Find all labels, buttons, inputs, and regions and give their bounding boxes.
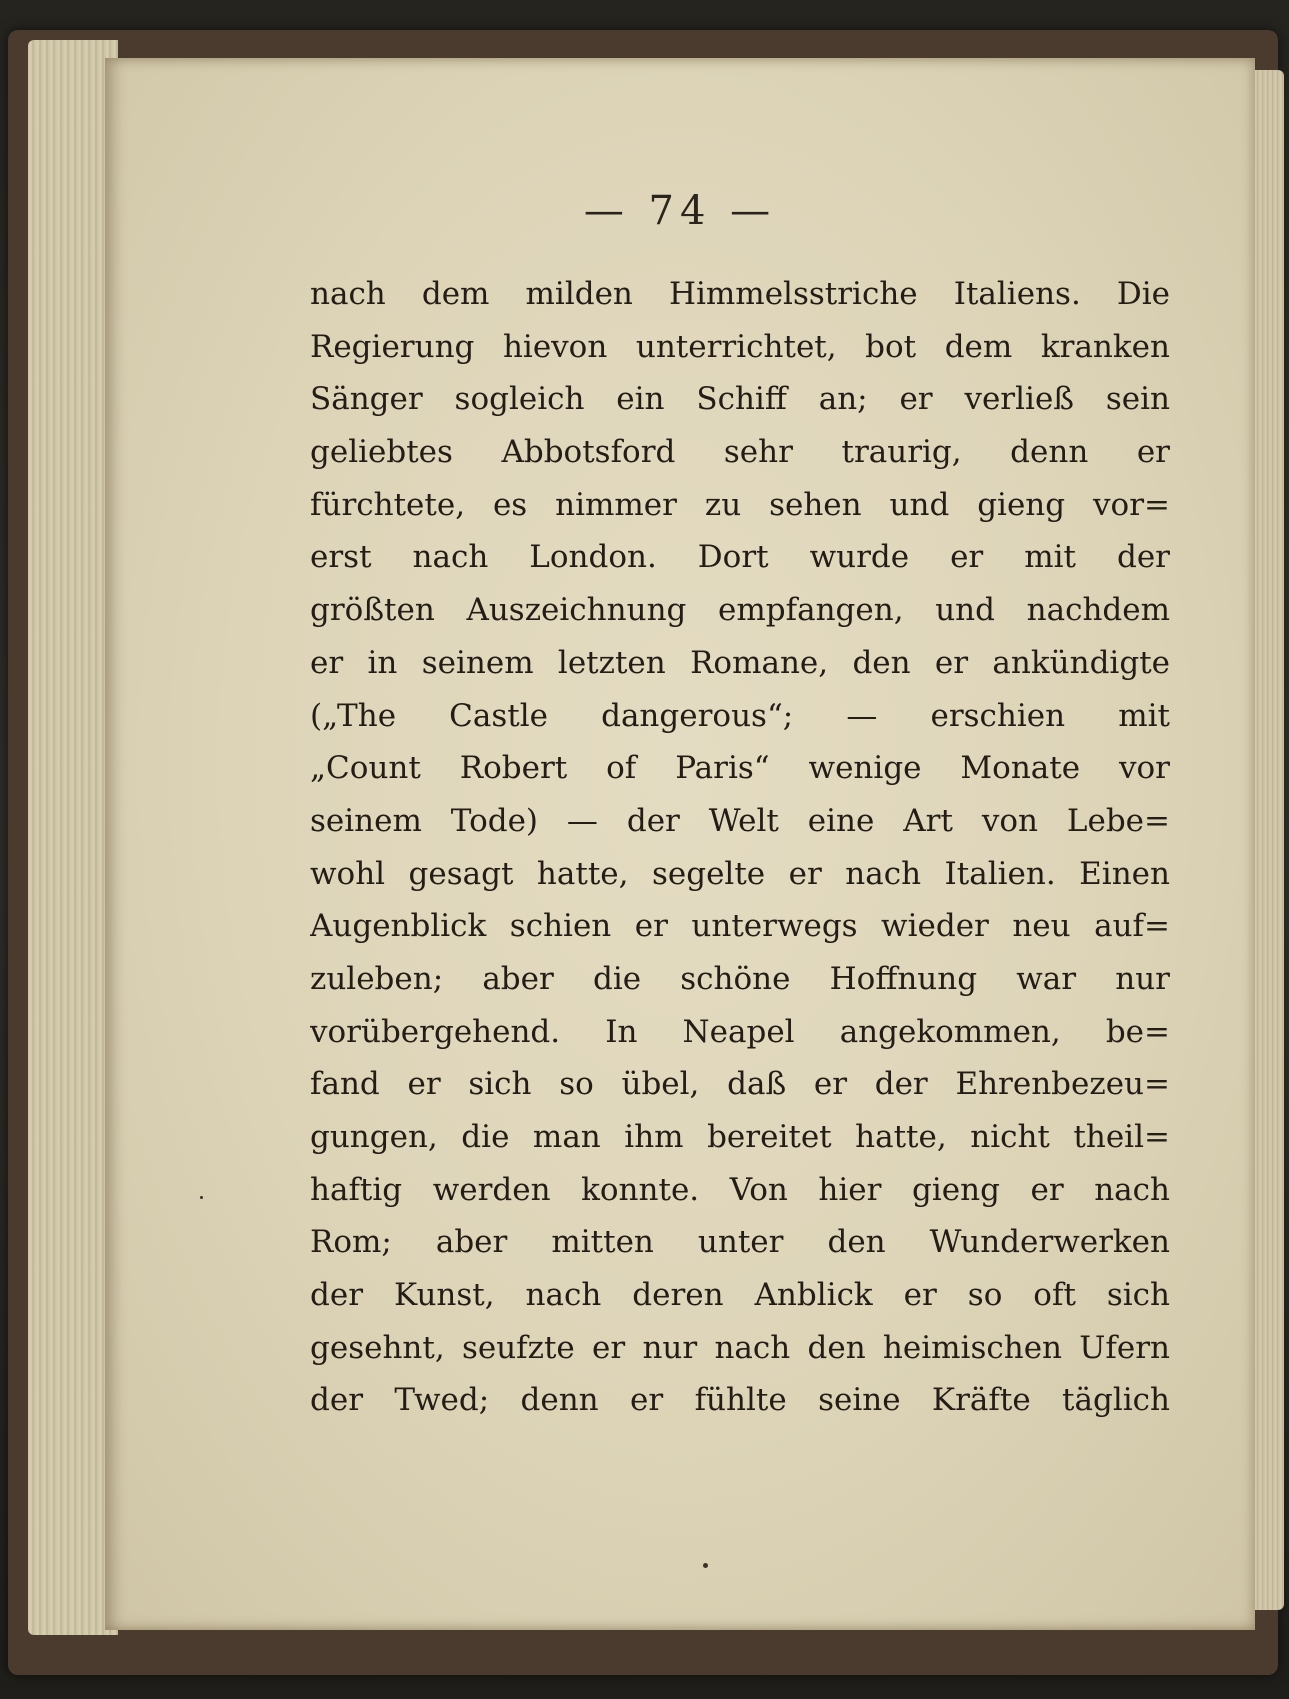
text-line: seinem Tode) — der Welt eine Art von Lebe= xyxy=(310,802,1170,839)
paper-speck xyxy=(200,1196,203,1199)
text-line: Rom; aber mitten unter den Wunderwerken xyxy=(310,1224,1170,1261)
text-line: gesehnt, seufzte er nur nach den heimischen Ufern xyxy=(310,1329,1170,1366)
paper-speck xyxy=(703,1563,708,1568)
text-line: Sänger sogleich ein Schiff an; er verließ sein xyxy=(310,381,1170,418)
book-page xyxy=(105,58,1255,1630)
text-line: fürchtete, es nimmer zu sehen und gieng vor= xyxy=(310,486,1170,523)
text-line: geliebtes Abbotsford sehr traurig, denn er xyxy=(310,434,1170,471)
text-line: haftig werden konnte. Von hier gieng er nach xyxy=(310,1171,1170,1208)
text-line: gungen, die man ihm bereitet hatte, nicht theil= xyxy=(310,1119,1170,1155)
text-line: größten Auszeichnung empfangen, und nachdem xyxy=(310,592,1170,629)
page-number: — 74 — xyxy=(583,188,777,234)
text-line: nach dem milden Himmelsstriche Italiens. Die xyxy=(310,276,1170,312)
text-line: wohl gesagt hatte, segelte er nach Italien. Einen xyxy=(310,855,1170,892)
text-line: erst nach London. Dort wurde er mit der xyxy=(310,539,1170,576)
text-line: Augenblick schien er unterwegs wieder neu auf= xyxy=(310,908,1170,945)
text-line: er in seinem letzten Romane, den er ankündigte xyxy=(310,644,1170,681)
text-line: der Twed; denn er fühlte seine Kräfte täglich xyxy=(310,1382,1170,1419)
text-line: Regierung hievon unterrichtet, bot dem kranken xyxy=(310,328,1170,365)
text-line: zuleben; aber die schöne Hoffnung war nur xyxy=(310,960,1170,997)
text-line: „Count Robert of Paris“ wenige Monate vor xyxy=(310,750,1170,787)
text-line: fand er sich so übel, daß er der Ehrenbezeu= xyxy=(310,1066,1170,1103)
text-line: vorübergehend. In Neapel angekommen, be= xyxy=(310,1013,1170,1050)
body-text xyxy=(310,268,1170,1427)
text-line: („The Castle dangerous“; — erschien mit xyxy=(310,697,1170,734)
text-line: der Kunst, nach deren Anblick er so oft sich xyxy=(310,1277,1170,1314)
